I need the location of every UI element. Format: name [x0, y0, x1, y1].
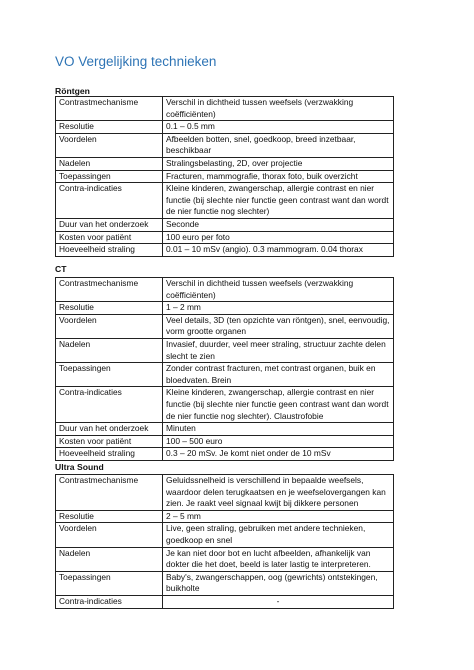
table-row: [56, 278, 394, 302]
row-label: Kosten voor patiënt: [56, 231, 163, 244]
table-row: [56, 121, 394, 134]
table-row: [56, 338, 394, 362]
table-row: [56, 97, 394, 121]
row-label: Resolutie: [56, 510, 163, 523]
row-value: -: [163, 595, 394, 608]
row-value: Afbeelden botten, snel, goedkoop, breed inzetbaar, beschikbaar: [163, 133, 394, 157]
row-label: Kosten voor patiënt: [56, 435, 163, 448]
table-row: [56, 302, 394, 315]
table-row: [56, 448, 394, 461]
row-label: Duur van het onderzoek: [56, 218, 163, 231]
table-row: [56, 231, 394, 244]
row-label: Contra-indicaties: [56, 387, 163, 423]
row-value: 0.01 – 10 mSv (angio). 0.3 mammogram. 0.04 thorax: [163, 244, 394, 257]
table-row: [56, 170, 394, 183]
row-value: 2 – 5 mm: [163, 510, 394, 523]
row-label: Resolutie: [56, 302, 163, 315]
row-label: Hoeveelheid straling: [56, 244, 163, 257]
table-row: [56, 475, 394, 511]
table-row: [56, 423, 394, 436]
row-value: Verschil in dichtheid tussen weefsels (verzwakking coëfficiënten): [163, 97, 394, 121]
row-label: Nadelen: [56, 547, 163, 571]
row-label: Voordelen: [56, 133, 163, 157]
row-value: Baby's, zwangerschappen, oog (gewrichts) ontstekingen, buikholte: [163, 571, 394, 595]
row-label: Contra-indicaties: [56, 595, 163, 608]
row-value: Kleine kinderen, zwangerschap, allergie contrast en nier functie (bij slechte nier functie geen contrast want dan wordt de nier functie nog slechter): [163, 183, 394, 219]
table-row: [56, 595, 394, 608]
row-label: Contrastmechanisme: [56, 278, 163, 302]
row-label: Nadelen: [56, 338, 163, 362]
table-row: [56, 244, 394, 257]
table-row: [56, 523, 394, 547]
section-heading-rontgen: Röntgen: [55, 86, 90, 96]
row-value: 100 – 500 euro: [163, 435, 394, 448]
table-rontgen: [55, 96, 394, 257]
row-value: Kleine kinderen, zwangerschap, allergie contrast en nier functie (bij slechte nier functie geen contrast want dan wordt de nier functie nog slechter). Claustrofobie: [163, 387, 394, 423]
row-value: 0.3 – 20 mSv. Je komt niet onder de 10 mSv: [163, 448, 394, 461]
table-row: [56, 314, 394, 338]
row-label: Toepassingen: [56, 170, 163, 183]
row-value: Live, geen straling, gebruiken met andere technieken, goedkoop en snel: [163, 523, 394, 547]
page-title: VO Vergelijking technieken: [55, 54, 217, 69]
row-value: 1 – 2 mm: [163, 302, 394, 315]
row-label: Contrastmechanisme: [56, 475, 163, 511]
row-value: Zonder contrast fracturen, met contrast organen, buik en bloedvaten. Brein: [163, 363, 394, 387]
row-label: Duur van het onderzoek: [56, 423, 163, 436]
table-row: [56, 435, 394, 448]
row-value: Fracturen, mammografie, thorax foto, buik overzicht: [163, 170, 394, 183]
table-row: [56, 387, 394, 423]
row-label: Resolutie: [56, 121, 163, 134]
row-label: Toepassingen: [56, 363, 163, 387]
section-heading-ultrasound: Ultra Sound: [55, 462, 104, 472]
row-value: Stralingsbelasting, 2D, over projectie: [163, 157, 394, 170]
table-row: [56, 183, 394, 219]
row-value: 100 euro per foto: [163, 231, 394, 244]
row-label: Hoeveelheid straling: [56, 448, 163, 461]
section-heading-ct: CT: [55, 264, 67, 274]
row-value: Invasief, duurder, veel meer straling, structuur zachte delen slecht te zien: [163, 338, 394, 362]
row-label: Contrastmechanisme: [56, 97, 163, 121]
row-value: Verschil in dichtheid tussen weefsels (verzwakking coëfficiënten): [163, 278, 394, 302]
table-row: [56, 133, 394, 157]
table-ultrasound: [55, 474, 394, 609]
table-row: [56, 547, 394, 571]
row-label: Voordelen: [56, 314, 163, 338]
table-row: [56, 363, 394, 387]
row-label: Nadelen: [56, 157, 163, 170]
row-value: Geluidssnelheid is verschillend in bepaalde weefsels, waardoor delen terugkaatsen en je weefselovergangen kan zien. Je raakt veel signaal kwijt bij dikkere personen: [163, 475, 394, 511]
table-ct: [55, 277, 394, 461]
row-value: Veel details, 3D (ten opzichte van röntgen), snel, eenvoudig, vorm grootte organen: [163, 314, 394, 338]
row-value: 0.1 – 0.5 mm: [163, 121, 394, 134]
table-row: [56, 218, 394, 231]
row-value: Seconde: [163, 218, 394, 231]
row-label: Toepassingen: [56, 571, 163, 595]
table-row: [56, 571, 394, 595]
table-row: [56, 510, 394, 523]
row-value: Minuten: [163, 423, 394, 436]
row-label: Voordelen: [56, 523, 163, 547]
row-label: Contra-indicaties: [56, 183, 163, 219]
table-row: [56, 157, 394, 170]
row-value: Je kan niet door bot en lucht afbeelden, afhankelijk van dokter die het doet, beeld is later lastig te interpreteren.: [163, 547, 394, 571]
